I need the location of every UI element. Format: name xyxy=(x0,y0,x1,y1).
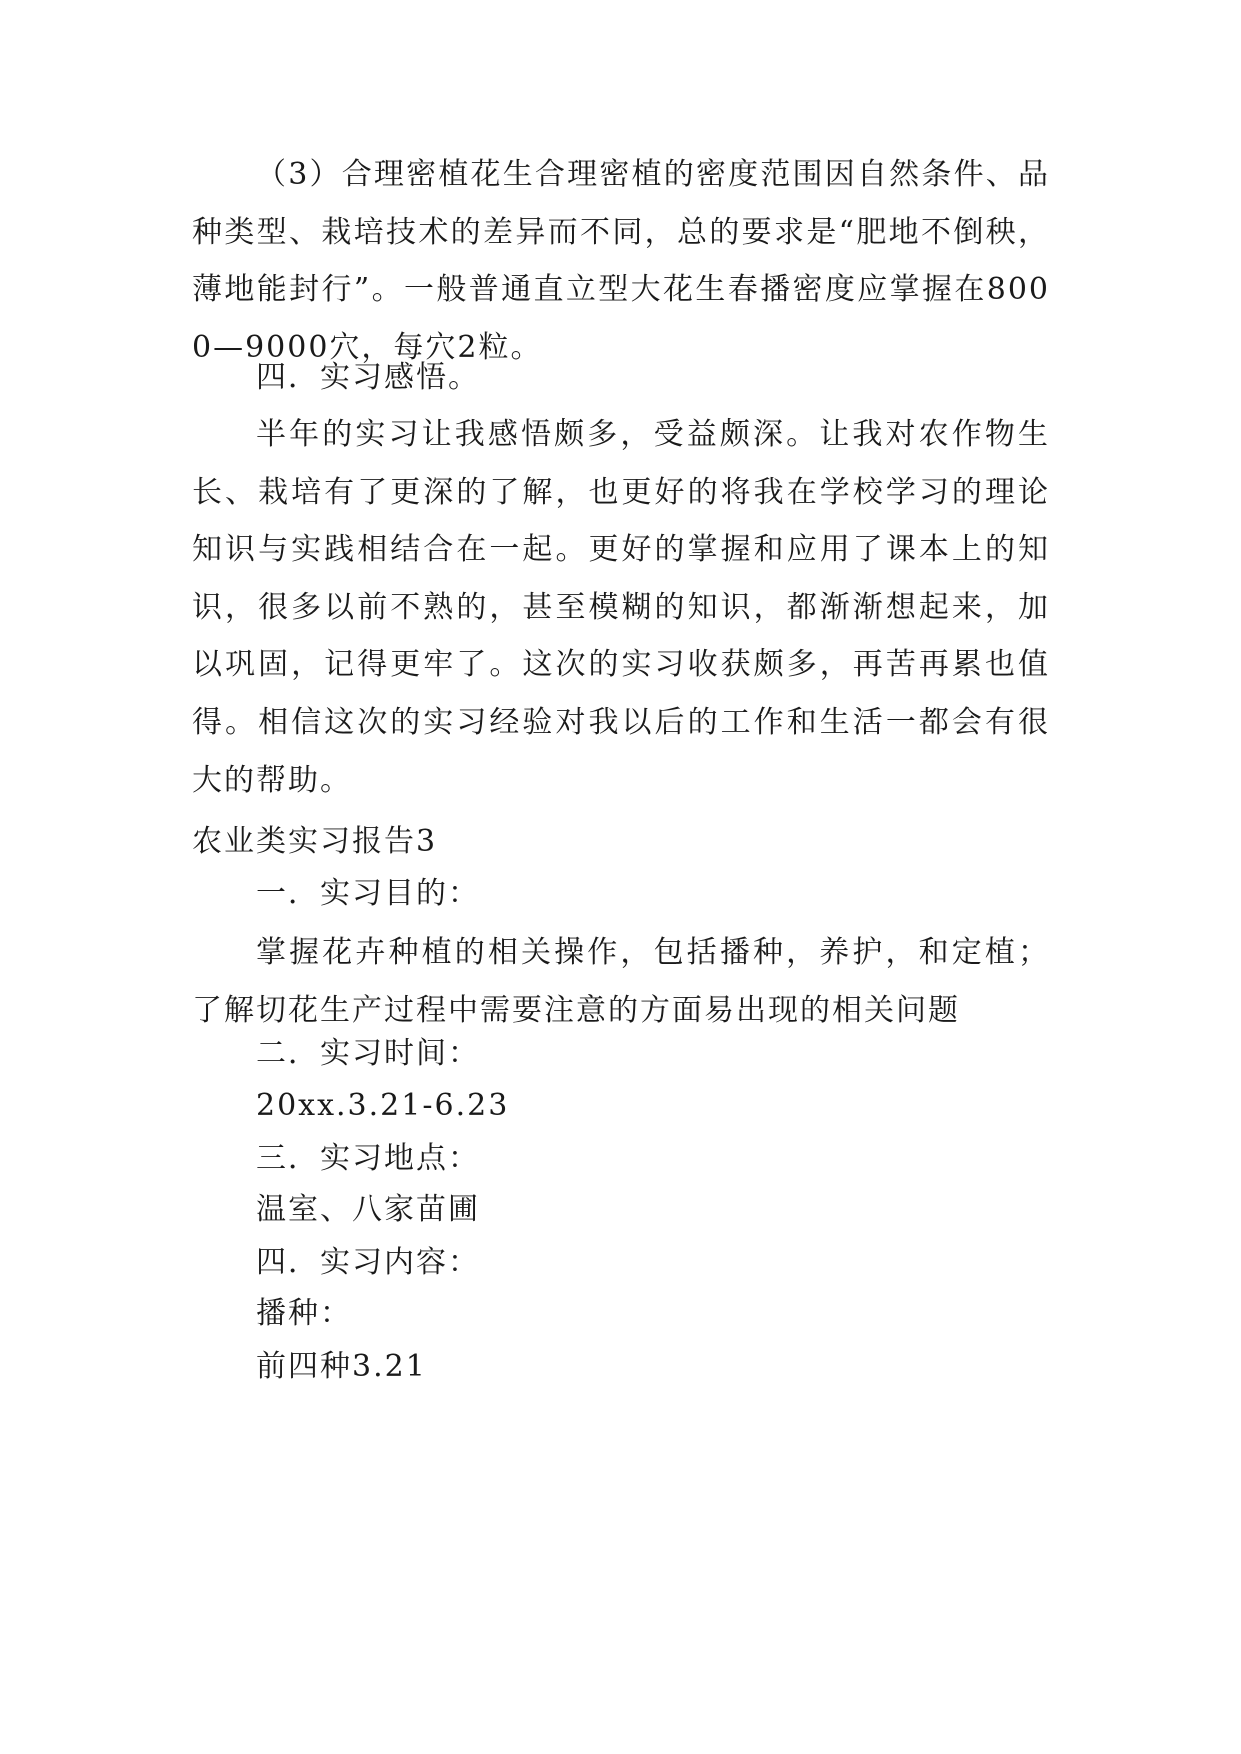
section-heading-place: 三．实习地点： xyxy=(256,1141,480,1176)
paragraph-reflection: 半年的实习让我感悟颇多，受益颇深。让我对农作物生长、栽培有了更深的了解，也更好的将我在学校学习的理论知识与实践相结合在一起。更好的掌握和应用了课本上的知识，很多以前不熟的，甚至模糊的知识，都渐渐想起来，加以巩固，记得更牢了。这次的实习收获颇多，再苦再累也值得。相信这次的实习经验对我以后的工作和生活一都会有很大的帮助。 xyxy=(192,417,1050,798)
section-heading-time: 二．实习时间： xyxy=(256,1036,480,1071)
sowing-item: 前四种3.21 xyxy=(256,1349,427,1384)
paragraph-close-planting: （3）合理密植花生合理密植的密度范围因自然条件、品种类型、栽培技术的差异而不同，总的要求是“肥地不倒秧，薄地能封行”。一般普通直立型大花生春播密度应掌握在8000—9000穴，每穴2粒。 xyxy=(192,157,1050,365)
section-heading-goal: 一．实习目的： xyxy=(256,876,480,911)
time-value: 20xx.3.21-6.23 xyxy=(256,1088,510,1123)
place-value: 温室、八家苗圃 xyxy=(256,1192,480,1227)
report-title: 农业类实习报告3 xyxy=(192,824,438,859)
section-heading-reflection: 四．实习感悟。 xyxy=(256,360,480,395)
sowing-label: 播种： xyxy=(256,1296,352,1331)
section-heading-content: 四．实习内容： xyxy=(256,1245,480,1280)
paragraph-goal: 掌握花卉种植的相关操作，包括播种，养护，和定植；了解切花生产过程中需要注意的方面易出现的相关问题 xyxy=(192,935,1050,1028)
